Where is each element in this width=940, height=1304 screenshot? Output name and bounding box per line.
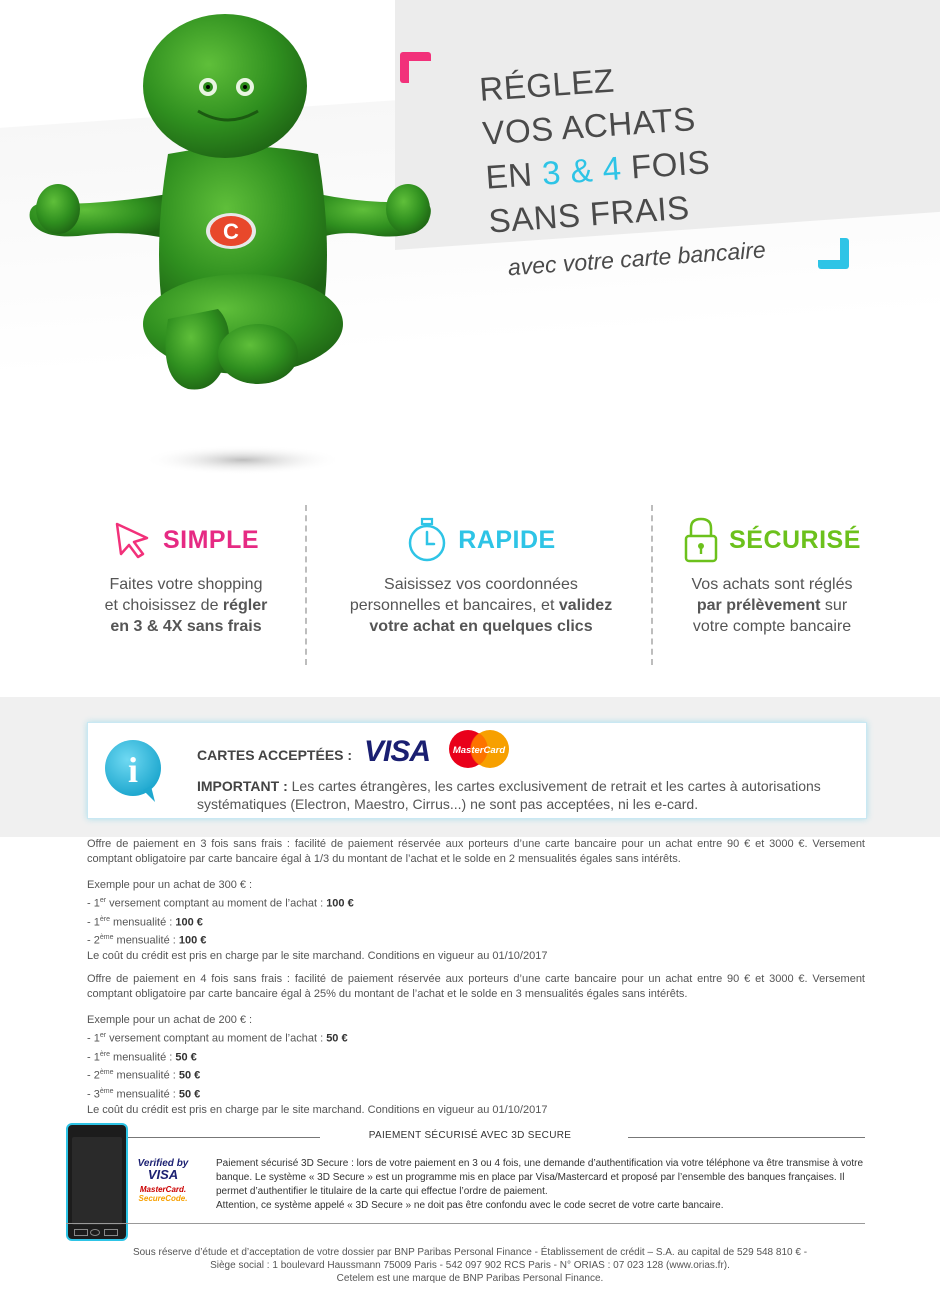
example-4x-line-sup: er: [99, 1032, 107, 1039]
hero-title: [478, 37, 932, 282]
example-3x-line-prefix: - 1: [87, 916, 100, 929]
example-4x-line-text: mensualité :: [113, 1069, 179, 1082]
example-4x-line-sup: ème: [99, 1087, 114, 1095]
feature-securise-line2: sur: [820, 597, 848, 614]
mastercard-logo-text: MasterCard: [452, 745, 506, 756]
example-3x-line-sup: ère: [99, 915, 110, 923]
example-3x-line: [87, 930, 865, 949]
feature-rapide-line2: personnelles et bancaires, et: [349, 597, 559, 614]
feature-simple-text: [36, 574, 336, 637]
example-3x-line-sup: er: [99, 897, 107, 904]
important-text: Les cartes étrangères, les cartes exclusivement de retrait et les cartes à autorisations systématiques (Electron, Maestro, Cirrus...) ne sont pas acceptées, ni les e-card.: [197, 778, 821, 812]
feature-simple: [36, 510, 336, 637]
example-3x-note: Le coût du crédit est pris en charge par le site marchand. Conditions en vigueur au 01/10/2017: [87, 949, 548, 962]
feature-simple-title: SIMPLE: [162, 525, 260, 554]
stopwatch-icon: [406, 517, 448, 563]
secure-text-main: Paiement sécurisé 3D Secure : lors de votre paiement en 3 ou 4 fois, une demande d’authentification via votre téléphone va être transmise à votre banque. Le système « 3D Secure » est un programme mis en place par Visa/Mastercard et proposé par l’ensemble des banques françaises. Il permet d’authentifier le titulaire de la carte qui effectue l’ordre de paiement.: [216, 1158, 864, 1197]
example-4x-line: [87, 1084, 865, 1103]
example-4x-line: [87, 1047, 865, 1066]
footer-rule: [66, 1223, 865, 1224]
example-3x: [87, 878, 865, 964]
secure-description: [216, 1157, 866, 1213]
hero-line-3-pre: EN: [484, 154, 544, 196]
example-3x-line-value: 100 €: [178, 934, 207, 947]
example-3x-line-text: mensualité :: [109, 916, 176, 929]
example-4x-line-prefix: - 1: [87, 1051, 100, 1064]
example-4x-line: [87, 1065, 865, 1084]
important-notice: [197, 777, 847, 813]
footer-line1: Sous réserve d’étude et d’acceptation de votre dossier par BNP Paribas Personal Finance - Établissement de crédit – S.A. au capital de 529 548 810 € -: [132, 1247, 808, 1258]
example-3x-line-prefix: - 2: [87, 934, 100, 947]
example-4x-line-text: mensualité :: [113, 1088, 179, 1101]
secure-text-warning: Attention, ce système appelé « 3D Secure » ne doit pas être confondu avec le code secret de votre carte bancaire.: [216, 1200, 724, 1211]
feature-rapide-line1: Saisissez vos coordonnées: [384, 576, 578, 593]
example-4x-line-sup: ème: [99, 1069, 114, 1077]
cursor-icon: [113, 520, 153, 560]
visa-logo: [364, 735, 430, 769]
feature-rapide-title: RAPIDE: [458, 525, 556, 554]
example-4x-title: Exemple pour un achat de 200 € :: [87, 1014, 253, 1026]
example-4x-line-value: 50 €: [178, 1088, 201, 1101]
example-4x-line-text: versement comptant au moment de l’achat :: [106, 1032, 327, 1045]
feature-simple-line1: Faites votre shopping: [109, 576, 263, 593]
example-3x-line-prefix: - 1: [87, 897, 100, 910]
example-4x-line-prefix: - 3: [87, 1088, 100, 1101]
secure-title: PAIEMENT SÉCURISÉ AVEC 3D SECURE: [368, 1130, 572, 1141]
feature-simple-line3-bold: en 3 & 4X sans frais: [110, 618, 262, 635]
example-4x-line: [87, 1028, 865, 1047]
mascot-illustration: [18, 14, 438, 479]
example-4x-line-text: mensualité :: [109, 1051, 176, 1064]
example-4x-note: Le coût du crédit est pris en charge par le site marchand. Conditions en vigueur au 01/10/2017: [87, 1103, 548, 1116]
hero-line-2: VOS ACHATS: [481, 99, 697, 152]
feature-securise-line2-bold: par prélèvement: [696, 597, 821, 614]
important-label: IMPORTANT :: [197, 778, 288, 794]
visa-logo-text: VISA: [364, 735, 431, 768]
pink-corner-decoration: [400, 52, 431, 83]
hero-line-3-accent: 3 & 4: [540, 149, 623, 192]
example-4x-line-value: 50 €: [175, 1051, 197, 1064]
example-3x-line: [87, 893, 865, 912]
offer-3x-text: Offre de paiement en 3 fois sans frais : facilité de paiement réservée aux porteurs d’une carte bancaire pour un achat entre 90 € et 3000 €. Versement comptant obligatoire par carte bancaire égal à 1/3 du montant de l’achat et le solde en 2 mensualités égales sans intérêts.: [87, 838, 865, 865]
hero-subtitle: avec votre carte bancaire: [507, 236, 767, 281]
feature-securise-line1: Vos achats sont réglés: [691, 576, 853, 593]
secure-title-rule: [628, 1137, 865, 1138]
mascot-badge-letter: C: [223, 219, 239, 244]
hero-line-1: RÉGLEZ: [478, 61, 616, 108]
example-4x-line-prefix: - 1: [87, 1032, 100, 1045]
hero-line-3-post: FOIS: [620, 143, 712, 187]
footer-line3: Cetelem est une marque de BNP Paribas Personal Finance.: [336, 1273, 604, 1284]
example-4x: [87, 1013, 865, 1118]
verified-by-visa-logo: [133, 1158, 193, 1203]
example-3x-line-text: versement comptant au moment de l’achat :: [106, 897, 327, 910]
feature-securise-text: [622, 574, 922, 637]
feature-rapide-text: [331, 574, 631, 637]
example-4x-line-value: 50 €: [178, 1069, 201, 1082]
offer-4x-text: Offre de paiement en 4 fois sans frais : facilité de paiement réservée aux porteurs d’une carte bancaire pour un achat entre 90 € et 3000 €. Versement comptant obligatoire par carte bancaire égal à 25% du montant de l’achat et le solde en 3 mensualités égales sans intérêts.: [87, 973, 865, 1000]
feature-divider: [305, 505, 307, 665]
feature-rapide: [331, 510, 631, 637]
mastercard-securecode-line2: SecureCode.: [138, 1194, 188, 1203]
hero-line-4: SANS FRAIS: [487, 188, 691, 240]
mastercard-logo: [448, 729, 510, 769]
info-icon: [103, 738, 165, 804]
feature-rapide-line2-bold: validez: [558, 597, 613, 614]
example-3x-line-value: 100 €: [326, 897, 354, 910]
cards-accepted-label: CARTES ACCEPTÉES :: [197, 747, 353, 763]
example-3x-title: Exemple pour un achat de 300 € :: [87, 879, 253, 891]
feature-rapide-line3-bold: votre achat en quelques clics: [369, 618, 593, 635]
example-4x-line-prefix: - 2: [87, 1069, 100, 1082]
example-3x-line-sup: ème: [99, 934, 114, 942]
feature-simple-line2: et choisissez de: [104, 597, 223, 614]
feature-securise-line3: votre compte bancaire: [692, 618, 852, 635]
feature-securise-title: SÉCURISÉ: [729, 525, 861, 554]
example-3x-line-value: 100 €: [175, 916, 203, 929]
feature-simple-line2-bold: régler: [222, 597, 268, 614]
info-icon-letter: i: [127, 750, 139, 790]
secure-title-rule: [126, 1137, 320, 1138]
feature-securise: [622, 510, 922, 637]
mastercard-securecode-line1: MasterCard.: [139, 1185, 187, 1194]
example-4x-line-value: 50 €: [326, 1032, 348, 1045]
mascot-shadow: [143, 445, 343, 475]
example-4x-line-sup: ère: [99, 1050, 110, 1058]
padlock-icon: [683, 516, 719, 564]
footer-legal: [87, 1246, 853, 1285]
vbv-line2: VISA: [147, 1167, 179, 1182]
vbv-line1: Verified by: [137, 1158, 189, 1169]
example-3x-line: [87, 912, 865, 931]
footer-line2: Siège social : 1 boulevard Haussmann 75009 Paris - 542 097 902 RCS Paris - N° ORIAS : 07 023 128 (www.orias.fr).: [210, 1260, 730, 1271]
example-3x-line-text: mensualité :: [113, 934, 179, 947]
